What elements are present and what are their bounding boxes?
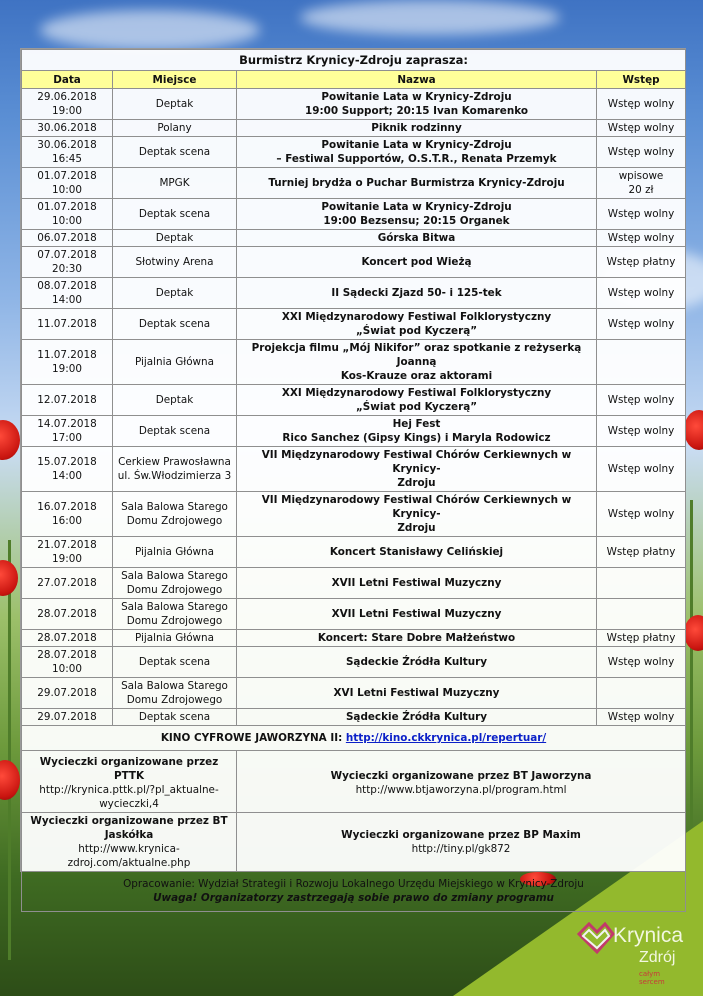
event-entry-line <box>600 607 682 621</box>
event-place-line: ul. Św.Włodzimierza 3 <box>117 470 232 482</box>
event-place-line: Polany <box>157 122 192 134</box>
logo-tagline: całym sercem <box>639 970 665 986</box>
event-place <box>113 447 237 492</box>
event-name-line: Kos-Krauze oraz aktorami <box>340 370 493 382</box>
event-date-line: 17:00 <box>52 432 82 444</box>
event-place <box>113 278 237 309</box>
event-name <box>237 385 597 416</box>
event-date <box>22 278 113 309</box>
event-place-line: Sala Balowa Starego <box>121 601 228 613</box>
event-row <box>22 447 686 492</box>
event-place-line: Deptak scena <box>138 318 211 330</box>
event-entry <box>597 492 686 537</box>
event-date <box>22 247 113 278</box>
event-date <box>22 599 113 630</box>
event-name <box>237 247 597 278</box>
event-place <box>113 416 237 447</box>
event-date-line: 14.07.2018 <box>37 418 97 430</box>
events-body <box>22 89 686 726</box>
event-place-line: Domu Zdrojowego <box>126 584 223 596</box>
event-place-line: MPGK <box>159 177 190 189</box>
event-row <box>22 709 686 726</box>
event-place-line: Domu Zdrojowego <box>126 694 223 706</box>
event-place-line: Domu Zdrojowego <box>126 515 223 527</box>
event-entry-line: Wstęp wolny <box>607 98 675 110</box>
event-entry <box>597 137 686 168</box>
event-name-line: Hej Fest <box>392 418 441 430</box>
event-date-line: 14:00 <box>52 294 82 306</box>
event-place <box>113 647 237 678</box>
event-place-line: Cerkiew Prawosławna <box>118 456 231 468</box>
event-date-line: 30.06.2018 <box>37 122 97 134</box>
event-name-line: VII Międzynarodowy Festiwal Chórów Cerkiewnych w Krynicy- <box>261 449 572 475</box>
event-date <box>22 309 113 340</box>
poppy-decoration <box>0 420 20 460</box>
event-row <box>22 492 686 537</box>
event-entry-line: Wstęp wolny <box>607 287 675 299</box>
event-entry-line: Wstęp wolny <box>607 463 675 475</box>
event-date-line: 28.07.2018 <box>37 649 97 661</box>
event-date <box>22 168 113 199</box>
event-place <box>113 537 237 568</box>
event-entry-line: Wstęp płatny <box>606 632 676 644</box>
event-date <box>22 199 113 230</box>
event-date-line: 11.07.2018 <box>37 349 97 361</box>
event-name-line: Piknik rodzinny <box>371 122 462 134</box>
event-row <box>22 599 686 630</box>
event-name <box>237 678 597 709</box>
excursion-pttk <box>22 751 237 813</box>
event-entry-line: Wstęp wolny <box>607 656 675 668</box>
event-name-line: 19:00 Support; 20:15 Ivan Komarenko <box>305 105 528 117</box>
event-place-line: Deptak scena <box>138 425 211 437</box>
event-name-line: Projekcja filmu „Mój Nikifor” oraz spotkanie z reżyserką Joanną <box>251 342 582 368</box>
event-date-line: 29.07.2018 <box>37 711 97 723</box>
event-place-line: Deptak <box>155 394 194 406</box>
program-panel <box>20 48 686 904</box>
event-name-line: – Festiwal Supportów, O.S.T.R., Renata Przemyk <box>276 153 557 165</box>
kino-label: KINO CYFROWE JAWORZYNA II: <box>160 732 343 744</box>
event-date-line: 29.06.2018 <box>37 91 97 103</box>
event-date-line: 19:00 <box>52 553 82 565</box>
event-entry-line: Wstęp wolny <box>607 208 675 220</box>
event-row <box>22 678 686 709</box>
event-place <box>113 230 237 247</box>
event-place <box>113 89 237 120</box>
event-name-line: XXI Międzynarodowy Festiwal Folklorystyczny <box>281 311 552 323</box>
event-date-line: 16:00 <box>52 515 82 527</box>
event-name <box>237 709 597 726</box>
event-place-line: Deptak scena <box>138 656 211 668</box>
event-place-line: Deptak scena <box>138 146 211 158</box>
event-place-line: Domu Zdrojowego <box>126 615 223 627</box>
event-name <box>237 137 597 168</box>
excursion-url[interactable]: http://krynica.pttk.pl/?pl_aktualne-wycieczki,4 <box>39 784 219 810</box>
event-entry-line: Wstęp wolny <box>607 318 675 330</box>
event-entry <box>597 230 686 247</box>
event-name-line: XVII Letni Festiwal Muzyczny <box>331 577 502 589</box>
event-name <box>237 309 597 340</box>
poppy-decoration <box>684 410 703 450</box>
event-place-line: Pijalnia Główna <box>134 632 215 644</box>
event-date-line: 16.07.2018 <box>37 501 97 513</box>
event-entry <box>597 120 686 137</box>
event-entry-line: Wstęp wolny <box>607 425 675 437</box>
footer <box>22 872 686 912</box>
event-place <box>113 492 237 537</box>
event-date-line: 10:00 <box>52 184 82 196</box>
column-header-entry: Wstęp <box>597 71 686 89</box>
event-entry-line: Wstęp wolny <box>607 394 675 406</box>
event-name <box>237 630 597 647</box>
event-name <box>237 199 597 230</box>
event-entry <box>597 709 686 726</box>
event-date-line: 16:45 <box>52 153 82 165</box>
event-name-line: XVII Letni Festiwal Muzyczny <box>331 608 502 620</box>
event-entry <box>597 340 686 385</box>
event-name-line: Powitanie Lata w Krynicy-Zdroju <box>321 139 512 151</box>
event-name <box>237 599 597 630</box>
event-name <box>237 168 597 199</box>
event-entry-line: 20 zł <box>628 184 654 196</box>
event-entry <box>597 168 686 199</box>
event-row <box>22 137 686 168</box>
excursion-title: Wycieczki organizowane przez BT Jaskółka <box>30 815 228 841</box>
event-entry-line: Wstęp wolny <box>607 122 675 134</box>
event-entry <box>597 630 686 647</box>
kino-link[interactable]: http://kino.ckkrynica.pl/repertuar/ <box>345 732 547 744</box>
event-name <box>237 278 597 309</box>
event-place-line: Sala Balowa Starego <box>121 501 228 513</box>
event-entry-line: Wstęp wolny <box>607 711 675 723</box>
event-entry-line <box>600 576 682 590</box>
event-place-line: Deptak <box>155 232 194 244</box>
column-header-name: Nazwa <box>237 71 597 89</box>
event-date <box>22 416 113 447</box>
event-row <box>22 199 686 230</box>
page-title: Burmistrz Krynicy-Zdroju zaprasza: <box>22 50 686 71</box>
event-name-line: Koncert pod Wieżą <box>361 256 472 268</box>
event-date-line: 19:00 <box>52 363 82 375</box>
event-name-line: XXI Międzynarodowy Festiwal Folklorystyczny <box>281 387 552 399</box>
event-entry <box>597 537 686 568</box>
event-name-line: Zdroju <box>397 477 436 489</box>
krynica-logo <box>575 916 687 984</box>
event-place <box>113 599 237 630</box>
footer-warning: Uwaga! Organizatorzy zastrzegają sobie prawo do zmiany programu <box>153 892 554 904</box>
event-place-line: Sala Balowa Starego <box>121 680 228 692</box>
excursion-jaskolka <box>22 813 237 872</box>
event-date-line: 14:00 <box>52 470 82 482</box>
event-entry <box>597 89 686 120</box>
event-date-line: 11.07.2018 <box>37 318 97 330</box>
event-place <box>113 709 237 726</box>
event-name <box>237 120 597 137</box>
event-name <box>237 416 597 447</box>
event-date-line: 28.07.2018 <box>37 608 97 620</box>
event-name <box>237 537 597 568</box>
event-entry <box>597 447 686 492</box>
event-entry <box>597 647 686 678</box>
event-date <box>22 137 113 168</box>
event-date-line: 27.07.2018 <box>37 577 97 589</box>
event-place <box>113 340 237 385</box>
event-entry <box>597 199 686 230</box>
event-row <box>22 89 686 120</box>
event-place <box>113 120 237 137</box>
events-table <box>21 49 686 912</box>
event-place <box>113 309 237 340</box>
event-name-line: Koncert: Stare Dobre Małżeństwo <box>317 632 516 644</box>
event-date-line: 19:00 <box>52 105 82 117</box>
event-date-line: 01.07.2018 <box>37 201 97 213</box>
event-place-line: Sala Balowa Starego <box>121 570 228 582</box>
event-name-line: Górska Bitwa <box>377 232 456 244</box>
event-name-line: „Świat pod Kyczerą” <box>355 401 478 413</box>
event-date-line: 28.07.2018 <box>37 632 97 644</box>
footer-credit: Opracowanie: Wydział Strategii i Rozwoju Lokalnego Urzędu Miejskiego w Krynicy-Zdroju <box>123 878 584 890</box>
event-place-line: Pijalnia Główna <box>134 356 215 368</box>
event-date-line: 06.07.2018 <box>37 232 97 244</box>
event-row <box>22 568 686 599</box>
logo-name: Krynica <box>613 924 684 947</box>
event-entry-line: wpisowe <box>618 170 664 182</box>
event-entry <box>597 309 686 340</box>
event-entry <box>597 247 686 278</box>
event-date <box>22 89 113 120</box>
event-entry <box>597 599 686 630</box>
event-entry-line: Wstęp płatny <box>606 546 676 558</box>
event-name <box>237 492 597 537</box>
event-entry-line: Wstęp wolny <box>607 232 675 244</box>
event-name <box>237 447 597 492</box>
event-date <box>22 709 113 726</box>
event-row <box>22 168 686 199</box>
event-date-line: 08.07.2018 <box>37 280 97 292</box>
event-row <box>22 230 686 247</box>
event-row <box>22 120 686 137</box>
event-date <box>22 385 113 416</box>
event-place-line: Słotwiny Arena <box>135 256 214 268</box>
event-row <box>22 630 686 647</box>
excursion-title: Wycieczki organizowane przez BP Maxim <box>341 829 581 841</box>
kino-row <box>22 726 686 751</box>
event-name-line: Turniej brydża o Puchar Burmistrza Krynicy-Zdroju <box>268 177 565 189</box>
event-date <box>22 678 113 709</box>
event-date-line: 21.07.2018 <box>37 539 97 551</box>
event-entry-line: Wstęp wolny <box>607 146 675 158</box>
event-place <box>113 199 237 230</box>
event-name-line: Powitanie Lata w Krynicy-Zdroju <box>321 91 512 103</box>
event-date-line: 01.07.2018 <box>37 170 97 182</box>
event-entry-line: Wstęp płatny <box>606 256 676 268</box>
event-place-line: Deptak scena <box>138 711 211 723</box>
event-name <box>237 568 597 599</box>
excursion-title: Wycieczki organizowane przez PTTK <box>39 756 219 782</box>
excursion-url[interactable]: http://tiny.pl/gk872 <box>411 843 511 855</box>
event-row <box>22 278 686 309</box>
heart-logo-icon <box>575 920 615 960</box>
event-date-line: 10:00 <box>52 663 82 675</box>
excursion-url[interactable]: http://www.btjaworzyna.pl/program.html <box>355 784 567 796</box>
event-place-line: Deptak <box>155 287 194 299</box>
event-place-line: Deptak scena <box>138 208 211 220</box>
event-date <box>22 230 113 247</box>
event-date <box>22 630 113 647</box>
event-row <box>22 416 686 447</box>
event-date-line: 10:00 <box>52 215 82 227</box>
event-name <box>237 89 597 120</box>
event-place-line: Pijalnia Główna <box>134 546 215 558</box>
event-name-line: 19:00 Bezsensu; 20:15 Organek <box>323 215 510 227</box>
event-place <box>113 568 237 599</box>
event-place <box>113 630 237 647</box>
event-date <box>22 568 113 599</box>
event-date <box>22 537 113 568</box>
event-name-line: XVI Letni Festiwal Muzyczny <box>333 687 500 699</box>
event-name-line: Powitanie Lata w Krynicy-Zdroju <box>321 201 512 213</box>
event-date-line: 29.07.2018 <box>37 687 97 699</box>
excursion-title: Wycieczki organizowane przez BT Jaworzyna <box>330 770 592 782</box>
event-row <box>22 309 686 340</box>
logo-sub: Zdrój <box>639 949 676 966</box>
event-date <box>22 120 113 137</box>
event-entry-line <box>600 686 682 700</box>
excursion-jaworzyna <box>237 751 686 813</box>
event-date <box>22 340 113 385</box>
excursion-maxim <box>237 813 686 872</box>
event-name <box>237 340 597 385</box>
event-date <box>22 447 113 492</box>
event-name-line: II Sądecki Zjazd 50- i 125-tek <box>331 287 502 299</box>
event-name <box>237 647 597 678</box>
event-row <box>22 647 686 678</box>
event-date <box>22 492 113 537</box>
event-date-line: 30.06.2018 <box>37 139 97 151</box>
table-header <box>22 71 686 89</box>
event-place <box>113 247 237 278</box>
event-name-line: Koncert Stanisławy Celińskiej <box>329 546 504 558</box>
event-entry <box>597 416 686 447</box>
event-name-line: Sądeckie Źródła Kultury <box>345 711 488 723</box>
event-name-line: „Świat pod Kyczerą” <box>355 325 478 337</box>
excursions <box>22 751 686 872</box>
event-row <box>22 385 686 416</box>
event-date-line: 07.07.2018 <box>37 249 97 261</box>
event-date-line: 15.07.2018 <box>37 456 97 468</box>
event-entry-line <box>600 355 682 369</box>
event-name-line: Zdroju <box>397 522 436 534</box>
event-place-line: Deptak <box>155 98 194 110</box>
event-row <box>22 247 686 278</box>
poppy-decoration <box>684 615 703 651</box>
event-entry <box>597 678 686 709</box>
poppy-decoration <box>0 560 18 596</box>
event-entry-line: Wstęp wolny <box>607 508 675 520</box>
column-header-date: Data <box>22 71 113 89</box>
event-name-line: Rico Sanchez (Gipsy Kings) i Maryla Rodowicz <box>282 432 551 444</box>
excursion-url[interactable]: http://www.krynica-zdroj.com/aktualne.php <box>67 843 191 869</box>
event-entry <box>597 568 686 599</box>
event-entry <box>597 278 686 309</box>
event-place <box>113 137 237 168</box>
event-row <box>22 537 686 568</box>
column-header-place: Miejsce <box>113 71 237 89</box>
event-date-line: 20:30 <box>52 263 82 275</box>
event-place <box>113 385 237 416</box>
event-name <box>237 230 597 247</box>
event-name-line: VII Międzynarodowy Festiwal Chórów Cerkiewnych w Krynicy- <box>261 494 572 520</box>
event-date <box>22 647 113 678</box>
event-place <box>113 168 237 199</box>
event-entry <box>597 385 686 416</box>
event-place <box>113 678 237 709</box>
event-date-line: 12.07.2018 <box>37 394 97 406</box>
event-name-line: Sądeckie Źródła Kultury <box>345 656 488 668</box>
event-row <box>22 340 686 385</box>
poppy-decoration <box>0 760 20 800</box>
